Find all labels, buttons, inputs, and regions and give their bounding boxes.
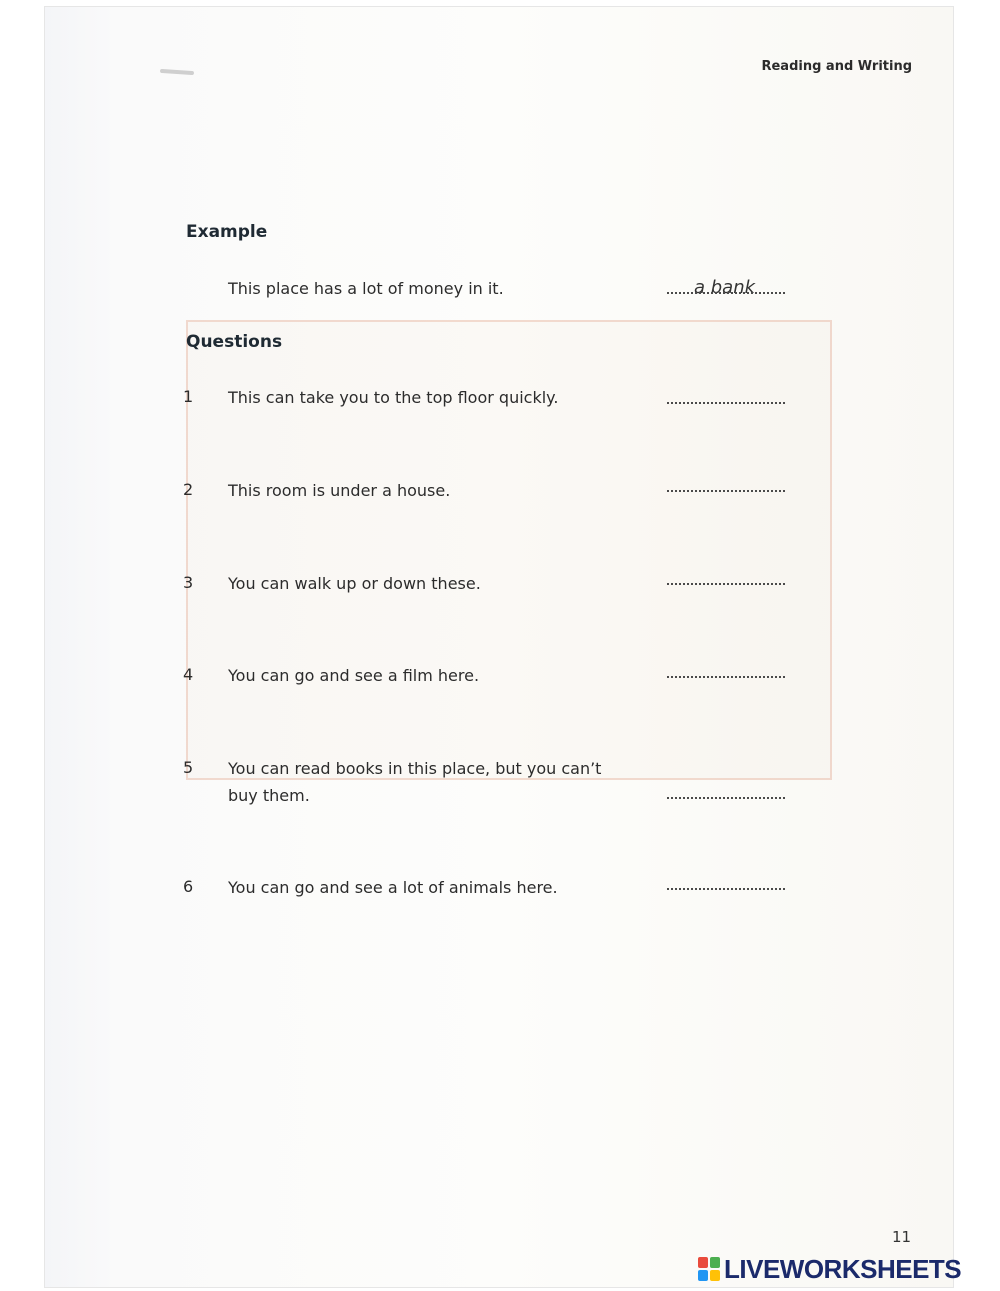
question-text: You can go and see a film here. [228,666,480,685]
question-number: 1 [183,387,194,406]
question-text: This room is under a house. [228,481,451,500]
liveworksheets-logo-icon [698,1257,720,1281]
answer-blank-1[interactable] [667,402,785,404]
answer-blank-3[interactable] [667,583,785,585]
logo-square [710,1270,720,1281]
answer-blank-2[interactable] [667,490,785,492]
brand-name: LIVEWORKSHEETS [724,1253,962,1284]
logo-square [698,1257,708,1268]
page-number: 11 [892,1228,912,1246]
logo-square [710,1257,720,1268]
question-number: 5 [183,758,194,777]
question-text: You can walk up or down these. [228,574,481,593]
example-text: This place has a lot of money in it. [228,279,504,298]
liveworksheets-brand[interactable] [698,1254,961,1284]
question-text: You can read books in this place, but you can’t buy them. [228,759,602,805]
questions-heading: Questions [186,332,283,352]
question-text: You can go and see a lot of animals here. [228,878,558,897]
question-number: 6 [183,877,194,896]
answer-blank-6[interactable] [667,888,785,890]
question-number: 3 [183,573,194,592]
example-heading: Example [186,222,268,242]
question-number: 4 [183,665,194,684]
logo-square [698,1270,708,1281]
question-number: 2 [183,480,194,499]
answer-blank-4[interactable] [667,676,785,678]
question-text: This can take you to the top floor quickly. [228,388,559,407]
example-answer: a bank [694,277,756,298]
example-answer-line [667,292,785,294]
section-header: Reading and Writing [761,59,912,74]
answer-blank-5[interactable] [667,797,785,799]
